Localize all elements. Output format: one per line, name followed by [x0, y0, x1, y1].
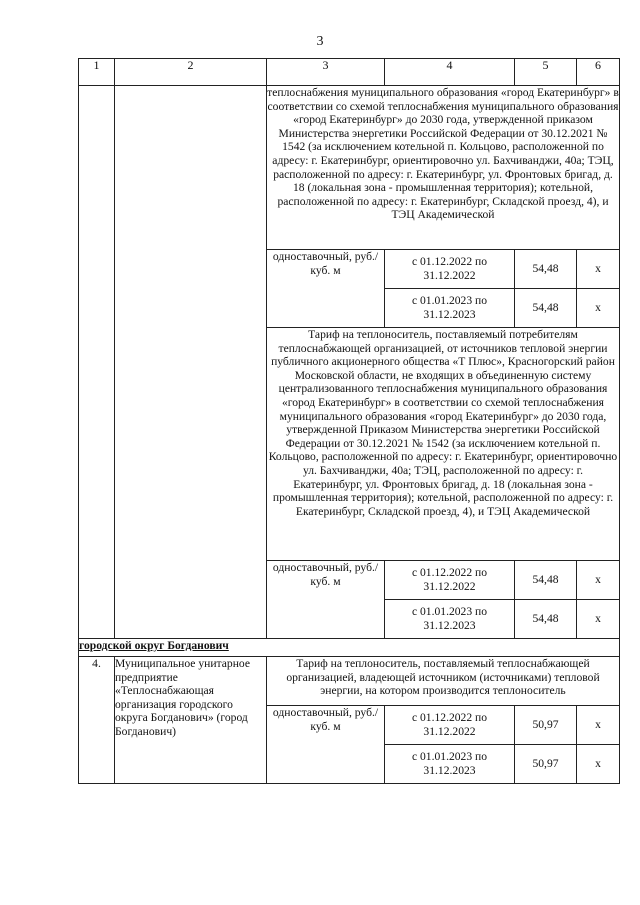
table-row — [79, 657, 620, 706]
column-header: 5 — [515, 59, 577, 86]
tariff-unit: одноставочный, руб./куб. м — [267, 250, 385, 328]
tariff-value: 50,97 — [515, 706, 577, 745]
tariff-description: Тариф на теплоноситель, поставляемый потребителям теплоснабжающей организацией, от источников тепловой энергии публичного акционерного общества «Т Плюс», Красногорский район Московской области, не входящих в объединенную систему централизованного теплоснабжения муниципального образования «город Екатеринбург» в соответствии со схемой теплоснабжения муниципального образования «город Екатеринбург» до 2030 года, утвержденной Приказом Министерства энергетики Российской Федерации от 30.12.2021 № 1542 (за исключением котельной п. Кольцово, расположенной по адресу: г. Екатеринбург, ориентировочно ул. Бахчиванджи, 40а; ТЭЦ, расположенной по адресу: г. Екатеринбург, ул. Фронтовых бригад, д. 18 (локальная зона - промышленная территория); котельной, расположенной по адресу: г. Екатеринбург, Складской проезд, 4), и ТЭЦ Академической — [267, 328, 620, 561]
tariff-description: теплоснабжения муниципального образования «город Екатеринбург» в соответствии со схемой теплоснабжения муниципального образования «город Екатеринбург» до 2030 года, утвержденной приказом Министерства энергетики Российской Федерации от 30.12.2021 № 1542 (за исключением котельной п. Кольцово, расположенной по адресу: г. Екатеринбург, ориентировочно ул. Бахчиванджи, 40а; ТЭЦ, расположенной по адресу: г. Екатеринбург, ул. Фронтовых бригад, д. 18 (локальная зона - промышленная территория); котельной, расположенной по адресу: г. Екатеринбург, Складской проезд, 4), и ТЭЦ Академической — [267, 86, 620, 250]
tariff-period: с 01.12.2022 по 31.12.2022 — [385, 561, 515, 600]
col6-value: х — [577, 706, 620, 745]
tariff-period: с 01.12.2022 по 31.12.2022 — [385, 250, 515, 289]
tariff-value: 54,48 — [515, 289, 577, 328]
tariff-value: 50,97 — [515, 745, 577, 784]
col6-value: х — [577, 600, 620, 639]
tariff-unit: одноставочный, руб./куб. м — [267, 561, 385, 639]
col6-value: х — [577, 745, 620, 784]
tariff-description: Тариф на теплоноситель, поставляемый теплоснабжающей организацией, владеющей источником (источниками) тепловой энергии, на котором производится теплоноситель — [267, 657, 620, 706]
column-header: 2 — [115, 59, 267, 86]
column-header: 6 — [577, 59, 620, 86]
col6-value: х — [577, 561, 620, 600]
tariff-table — [78, 58, 620, 784]
column-header-row — [79, 59, 620, 86]
tariff-period: с 01.01.2023 по 31.12.2023 — [385, 289, 515, 328]
table-row — [79, 86, 620, 250]
tariff-value: 54,48 — [515, 561, 577, 600]
col6-value: х — [577, 289, 620, 328]
entry-number: 4. — [79, 657, 115, 784]
empty-organization-cell — [115, 86, 267, 639]
tariff-period: с 01.12.2022 по 31.12.2022 — [385, 706, 515, 745]
empty-number-cell — [79, 86, 115, 639]
tariff-period: с 01.01.2023 по 31.12.2023 — [385, 600, 515, 639]
tariff-period: с 01.01.2023 по 31.12.2023 — [385, 745, 515, 784]
section-title: городской округ Богданович — [79, 639, 620, 657]
tariff-unit: одноставочный, руб./куб. м — [267, 706, 385, 784]
section-row — [79, 639, 620, 657]
tariff-value: 54,48 — [515, 250, 577, 289]
page-number: 3 — [316, 34, 324, 49]
organization-name: Муниципальное унитарное предприятие «Теплоснабжающая организация городского округа Богданович» (город Богданович) — [115, 657, 267, 784]
tariff-value: 54,48 — [515, 600, 577, 639]
column-header: 4 — [385, 59, 515, 86]
column-header: 1 — [79, 59, 115, 86]
column-header: 3 — [267, 59, 385, 86]
col6-value: х — [577, 250, 620, 289]
